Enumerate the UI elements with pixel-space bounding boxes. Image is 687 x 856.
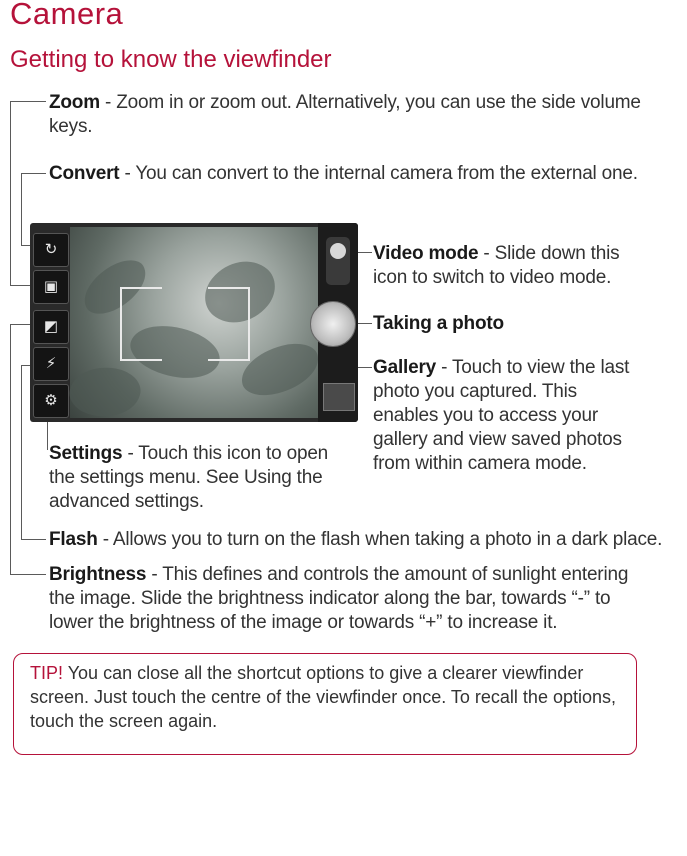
focus-frame-right: [208, 287, 250, 361]
flash-icon[interactable]: ⚡: [33, 347, 69, 381]
video-mode-text: - Slide down this icon to switch to video mode.: [373, 243, 620, 288]
settings-icon[interactable]: ⚙: [33, 384, 69, 418]
callout-line: [10, 101, 11, 285]
callout-line: [21, 173, 22, 245]
video-mode-icon[interactable]: [326, 237, 350, 285]
callout-line: [10, 285, 32, 286]
convert-description: [49, 162, 659, 186]
shutter-icon[interactable]: [310, 301, 356, 347]
callout-line: [10, 101, 46, 102]
zoom-icon[interactable]: ▣: [33, 270, 69, 304]
zoom-description: [49, 91, 649, 139]
viewfinder-screenshot: [30, 223, 358, 422]
zoom-text: - Zoom in or zoom out. Alternatively, you can use the side volume keys.: [49, 92, 641, 137]
tip-text: You can close all the shortcut options to give a clearer viewfinder screen. Just touch the centre of the viewfinder once. To recall the options, touch the screen again.: [30, 663, 617, 731]
settings-label: Settings: [49, 443, 123, 464]
viewfinder-preview: [70, 227, 318, 418]
settings-description: [49, 442, 349, 514]
callout-line: [21, 539, 46, 540]
page-title: Camera: [10, 0, 124, 31]
right-control-bar: [318, 223, 358, 422]
tip-text-block: [30, 661, 630, 733]
callout-line: [21, 173, 46, 174]
zoom-label: Zoom: [49, 92, 100, 113]
flash-description: [49, 528, 669, 552]
callout-line: [10, 324, 11, 574]
gallery-description: [373, 356, 638, 476]
callout-line: [21, 365, 22, 539]
video-mode-label: Video mode: [373, 243, 479, 264]
settings-text: - Touch this icon to open the settings menu. See Using the advanced settings.: [49, 443, 329, 512]
flash-label: Flash: [49, 529, 98, 550]
callout-line: [10, 574, 46, 575]
taking-photo-label: Taking a photo: [373, 313, 504, 334]
video-mode-description: [373, 242, 638, 290]
gallery-label: Gallery: [373, 357, 437, 378]
brightness-label: Brightness: [49, 564, 147, 585]
convert-icon[interactable]: ↻: [33, 233, 69, 267]
section-title: Getting to know the viewfinder: [10, 46, 332, 73]
brightness-text: - This defines and controls the amount of sunlight entering the image. Slide the brightness indicator along the bar, towards “-” to lower the brightness of the image or towards “+” to increase it.: [49, 564, 629, 633]
flash-text: - Allows you to turn on the flash when taking a photo in a dark place.: [97, 529, 663, 550]
callout-line: [10, 324, 32, 325]
brightness-description: [49, 563, 639, 635]
convert-label: Convert: [49, 163, 120, 184]
focus-frame-left: [120, 287, 162, 361]
gallery-text: - Touch to view the last photo you captured. This enables you to access your gallery and view saved photos from within camera mode.: [373, 357, 630, 474]
convert-text: - You can convert to the internal camera from the external one.: [119, 163, 638, 184]
taking-photo-description: [373, 312, 638, 336]
brightness-icon[interactable]: ◩: [33, 310, 69, 344]
gallery-icon[interactable]: [323, 383, 355, 411]
tip-label: TIP!: [30, 663, 64, 683]
